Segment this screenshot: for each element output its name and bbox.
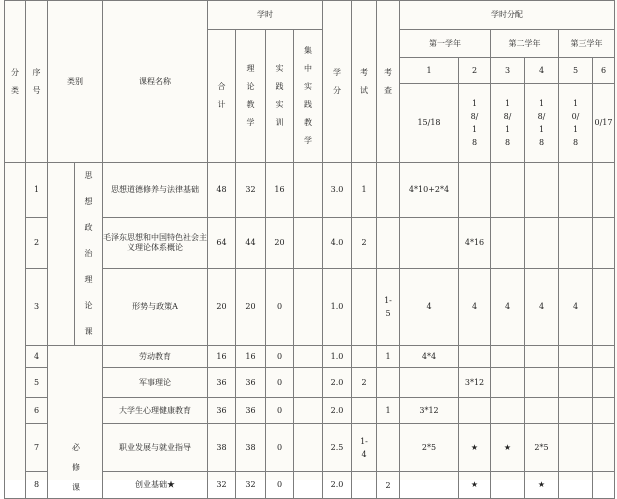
header-hours-total: 合计 [208, 30, 236, 163]
cell-exam-value: 1-4 [360, 436, 368, 459]
cell-practice: 0 [266, 368, 294, 398]
semester-number: 2 [459, 58, 491, 84]
semester-hours [491, 368, 525, 398]
cell-practice: 0 [266, 424, 294, 472]
cell-total: 20 [208, 269, 236, 346]
semester-hours: ★ [459, 424, 491, 472]
row-seq: 2 [26, 217, 48, 268]
semester-hours: 4 [491, 269, 525, 346]
semester-hours [400, 217, 459, 268]
type-cell-left [48, 163, 75, 346]
cell-concentrated [294, 269, 323, 346]
semester-hours [525, 398, 559, 424]
semester-hours [593, 398, 615, 424]
cell-concentrated [294, 346, 323, 368]
cell-concentrated [294, 163, 323, 218]
course-name: 职业发展与就业指导 [103, 424, 208, 472]
cell-concentrated [294, 398, 323, 424]
semester-hours [593, 472, 615, 499]
semester-hours [593, 217, 615, 268]
cell-practice: 20 [266, 217, 294, 268]
course-name: 毛泽东思想和中国特色社会主义理论体系概论 [103, 217, 208, 268]
semester-hours [559, 217, 593, 268]
semester-hours: 2*5 [400, 424, 459, 472]
cell-check [377, 346, 400, 368]
group-required-label: 必修课 [72, 443, 80, 492]
semester-hours [593, 269, 615, 346]
cell-exam [352, 424, 377, 472]
semester-hours: ★ [525, 472, 559, 499]
cell-theory: 20 [236, 269, 266, 346]
cell-credits: 2.0 [323, 472, 352, 499]
cell-exam-value: 2 [361, 238, 367, 248]
semester-weeks: 15/18 [400, 84, 459, 163]
semester-hours [559, 163, 593, 218]
course-name: 军事理论 [103, 368, 208, 398]
cell-total: 32 [208, 472, 236, 499]
cell-practice: 0 [266, 346, 294, 368]
header-hours: 学时 [208, 1, 323, 30]
curriculum-table [4, 0, 615, 499]
cell-exam-value: 1 [361, 185, 367, 195]
semester-hours: 4*4 [400, 346, 459, 368]
row-seq: 3 [26, 269, 48, 346]
cell-practice: 0 [266, 269, 294, 346]
cell-practice: 0 [266, 472, 294, 499]
cell-concentrated [294, 217, 323, 268]
table-row [5, 163, 615, 218]
row-seq: 8 [26, 472, 48, 499]
semester-hours: 4 [400, 269, 459, 346]
semester-hours [459, 163, 491, 218]
cell-concentrated [294, 472, 323, 499]
header-distribution: 学时分配 [400, 1, 615, 30]
cell-concentrated [294, 424, 323, 472]
header-type: 类别 [48, 1, 103, 163]
group-political-label: 思想政治理论课 [84, 171, 93, 336]
cell-theory: 32 [236, 472, 266, 499]
semester-hours [525, 217, 559, 268]
cell-credits: 2.5 [323, 424, 352, 472]
semester-hours [491, 398, 525, 424]
semester-number: 4 [525, 58, 559, 84]
table-row [5, 346, 615, 368]
cell-practice: 16 [266, 163, 294, 218]
header-hours-theory: 理论教学 [236, 30, 266, 163]
semester-hours [491, 472, 525, 499]
header-seq: 序号 [26, 1, 48, 163]
cell-check-value: 1 [385, 352, 391, 361]
semester-hours: 4 [559, 269, 593, 346]
cell-credits: 2.0 [323, 398, 352, 424]
semester-hours: 4*16 [459, 217, 491, 268]
cell-theory: 36 [236, 368, 266, 398]
cell-check [377, 163, 400, 218]
cell-theory: 38 [236, 424, 266, 472]
semester-number: 6 [593, 58, 615, 84]
cell-check-value: 2 [385, 480, 391, 490]
semester-hours: 3*12 [400, 398, 459, 424]
cell-exam [352, 163, 377, 218]
cell-check [377, 398, 400, 424]
course-name: 形势与政策A [103, 269, 208, 346]
header-credits: 学分 [323, 1, 352, 163]
cell-check [377, 217, 400, 268]
header-course-name: 课程名称 [103, 1, 208, 163]
semester-hours [593, 163, 615, 218]
header-category: 分类 [5, 1, 26, 163]
cell-exam [352, 398, 377, 424]
cell-credits: 2.0 [323, 368, 352, 398]
semester-hours [400, 472, 459, 499]
semester-hours [593, 424, 615, 472]
cell-total: 64 [208, 217, 236, 268]
semester-weeks: 18/18 [459, 84, 491, 163]
semester-hours: 4 [525, 269, 559, 346]
semester-hours [400, 368, 459, 398]
semester-hours [525, 368, 559, 398]
cell-credits: 4.0 [323, 217, 352, 268]
semester-hours: ★ [491, 424, 525, 472]
row-seq: 1 [26, 163, 48, 218]
semester-number: 5 [559, 58, 593, 84]
semester-hours [491, 163, 525, 218]
semester-weeks: 18/18 [491, 84, 525, 163]
cell-total: 16 [208, 346, 236, 368]
semester-number: 3 [491, 58, 525, 84]
semester-hours [491, 346, 525, 368]
cell-theory: 32 [236, 163, 266, 218]
category-cell [5, 163, 26, 499]
cell-total: 48 [208, 163, 236, 218]
semester-hours [525, 163, 559, 218]
cell-exam [352, 269, 377, 346]
semester-hours [459, 346, 491, 368]
cell-theory: 16 [236, 346, 266, 368]
semester-hours [525, 346, 559, 368]
header-hours-concentrated: 集中实践教学 [294, 30, 323, 163]
cell-exam [352, 217, 377, 268]
cell-total: 36 [208, 368, 236, 398]
semester-hours [559, 368, 593, 398]
row-seq: 7 [26, 424, 48, 472]
cell-check [377, 424, 400, 472]
semester-weeks: 10/18 [559, 84, 593, 163]
cell-check [377, 368, 400, 398]
cell-check [377, 269, 400, 346]
semester-hours [459, 398, 491, 424]
semester-hours [559, 398, 593, 424]
course-name: 创业基础★ [103, 472, 208, 499]
semester-hours [593, 346, 615, 368]
semester-hours [559, 346, 593, 368]
cell-exam-value: 2 [361, 378, 367, 387]
semester-number: 1 [400, 58, 459, 84]
semester-hours [491, 217, 525, 268]
semester-hours: ★ [459, 472, 491, 499]
course-name: 大学生心理健康教育 [103, 398, 208, 424]
cell-total: 38 [208, 424, 236, 472]
group-political [75, 163, 103, 346]
course-name: 思想道德修养与法律基础 [103, 163, 208, 218]
cell-credits: 1.0 [323, 346, 352, 368]
semester-hours: 3*12 [459, 368, 491, 398]
semester-hours: 2*5 [525, 424, 559, 472]
cell-exam [352, 472, 377, 499]
semester-hours: 4*10+2*4 [400, 163, 459, 218]
cell-practice: 0 [266, 398, 294, 424]
cell-check [377, 472, 400, 499]
header-year1: 第一学年 [400, 30, 491, 58]
cell-total: 36 [208, 398, 236, 424]
header-year2: 第二学年 [491, 30, 559, 58]
cell-theory: 44 [236, 217, 266, 268]
cell-credits: 3.0 [323, 163, 352, 218]
group-required [48, 346, 103, 499]
row-seq: 5 [26, 368, 48, 398]
cell-check-value: 1-5 [384, 296, 392, 319]
row-seq: 6 [26, 398, 48, 424]
row-seq: 4 [26, 346, 48, 368]
header-hours-practice: 实践实训 [266, 30, 294, 163]
header-exam: 考试 [352, 1, 377, 163]
semester-hours [559, 472, 593, 499]
cell-theory: 36 [236, 398, 266, 424]
course-name: 劳动教育 [103, 346, 208, 368]
cell-exam [352, 368, 377, 398]
semester-weeks: 0/17 [593, 84, 615, 163]
cell-check-value: 1 [385, 406, 391, 415]
cell-exam [352, 346, 377, 368]
semester-hours: 4 [459, 269, 491, 346]
header-check: 考查 [377, 1, 400, 163]
header-year3: 第三学年 [559, 30, 615, 58]
semester-weeks: 18/18 [525, 84, 559, 163]
cell-credits: 1.0 [323, 269, 352, 346]
cell-concentrated [294, 368, 323, 398]
semester-hours [593, 368, 615, 398]
semester-hours [559, 424, 593, 472]
